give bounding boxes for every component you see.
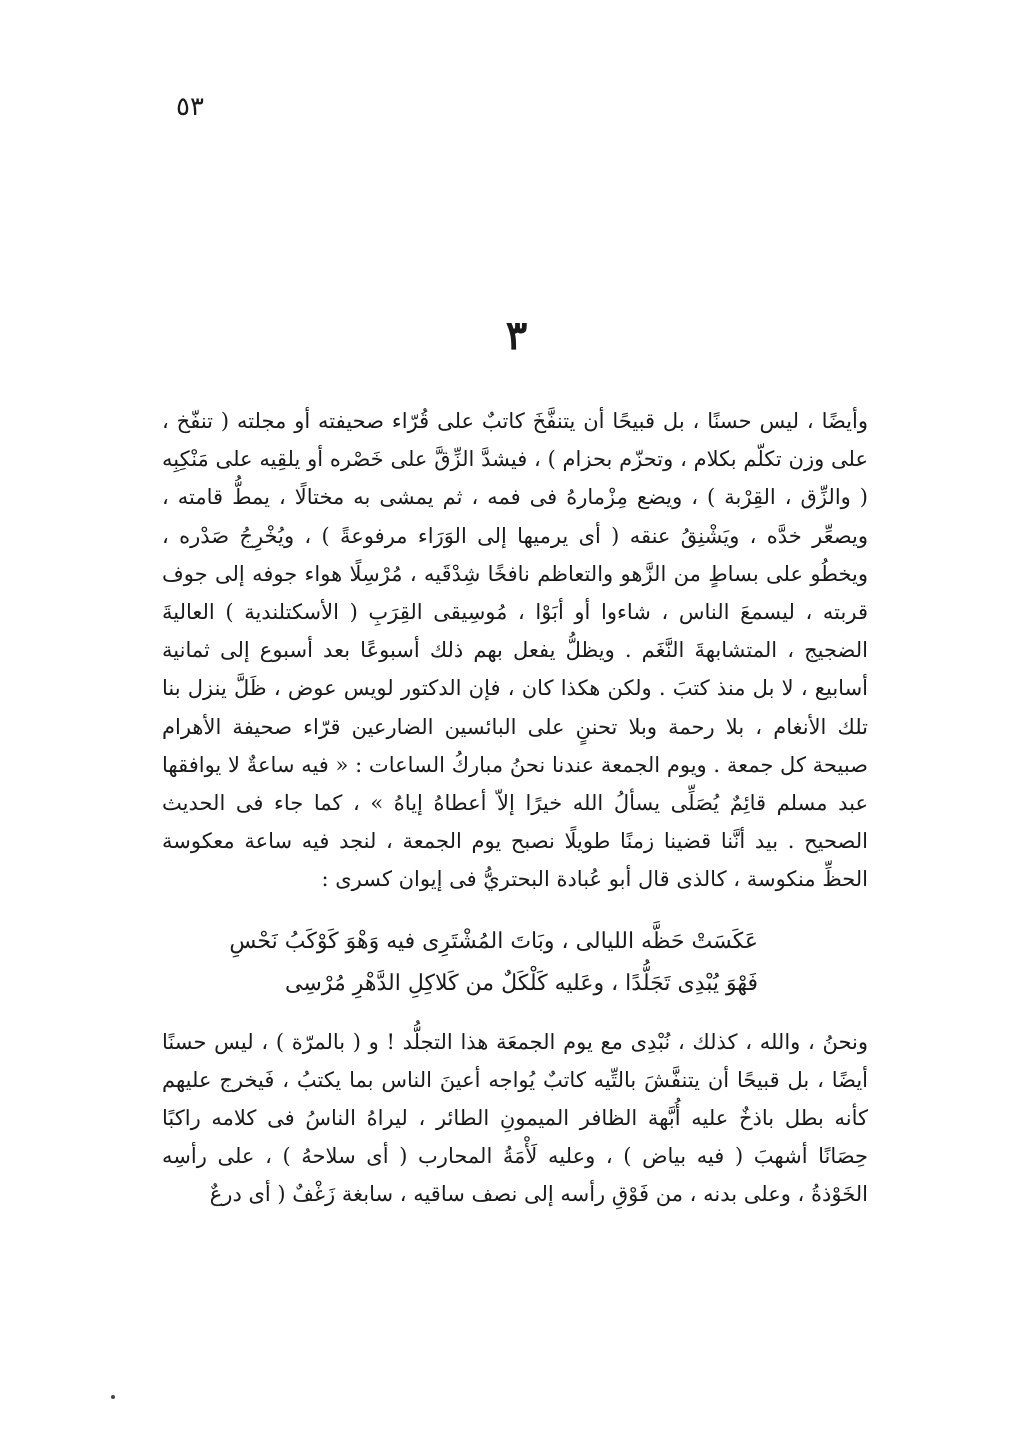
chapter-number: ٣: [505, 312, 528, 359]
poetry-verses: [162, 921, 868, 1005]
page-number: ٥٣: [176, 92, 204, 122]
paragraph-2: ونحنُ ، والله ، كذلك ، نُبْدِى مع يوم الجمعَة هذا التجلُّد ! و ( بالمرّة ) ، ليس حسنًا أيضًا ، بل قبيحًا أن يتنفَّشَ بالتِّيه كاتبٌ يُواجه أعينَ الناس بما يكتبُ ، فَيخرج عليهم كأنه بطل باذخٌ عليه أُبَّهة الظافر الميمونِ الطائر ، ليراهُ الناسُ فى كلامه راكبًا حِصَانًا أشهبَ ( فيه بياض ) ، وعليه لَأْمَةُ المحارب ( أى سلاحهُ ) ، على رأسِه الخَوْذةُ ، وعلى بدنه ، من فَوْقِ رأسه إلى نصف ساقيه ، سابغة زَغْفٌ ( أى درعٌ: [162, 1029, 868, 1207]
paragraph-1: وأيضًا ، ليس حسنًا ، بل قبيحًا أن يتنفَّخَ كاتبٌ على قُرّاء صحيفته أو مجلته ( تنفّخ ، على وزن تكلّم بكلام ، وتحزّم بحزام ) ، فيشدَّ الزِّقَّ على خَصْره أو يلقِيه على مَنْكِبِه ( والزِّق ، القِرْبة ) ، ويضع مِزْمارهُ فى فمه ، ثم يمشى به مختالًا ، يمطُّ قامته ، ويصعِّر خدَّه ، ويَشْنِقُ عنقه ( أى يرميها إلى الوَرَاء مرفوعةً ) ، ويُخْرِجُ صَدْره ، ويخطُو على بساطٍ من الزَّهو والتعاظم نافخًا شِدْقَيه ، مُرْسِلًا هواء جوفه إلى جوف قربته ، ليسمعَ الناس ، شاءوا أو أبَوْا ، مُوسِيقى القِرَبِ ( الأسكتلندية ) العاليةَ الضجيج ، المتشابهةَ النَّغَم . ويظلُّ يفعل بهم ذلك أسبوعًا بعد أسبوع إلى ثمانية أسابيع ، لا بل منذ كتبَ . ولكن هكذا كان ، فإن الدكتور لويس عوض ، ظَلَّ ينزل بنا تلك الأنغام ، بلا رحمة وبلا تحننٍ على البائسين الضارعين قرّاء صحيفة الأهرام صبيحة كل جمعة . ويوم الجمعة عندنا نحنُ مباركُ الساعات : « فيه ساعةٌ لا يوافقها عبد مسلم قائِمٌ يُصَلِّى يسألُ الله خيرًا إلاّ أعطاهُ إياهُ » ، كما جاء فى الحديث الصحيح . بيد أنَّنا قضينا زمنًا طويلًا نصبح يوم الجمعة ، لنجد فيه ساعة معكوسة الحظِّ منكوسة ، كالذى قال أبو عُبادة البحتريُّ فى إيوان كسرى :: [162, 409, 868, 892]
verse-line-2: فَهْوَ يُبْدِى تَجَلُّدًا ، وعَليه كَلْكَلٌ من كَلاكِلِ الدَّهْرِ مُرْسِى: [285, 970, 758, 996]
body-text: [162, 402, 868, 1214]
verse-line-1: عَكَسَتْ حَظَّه الليالى ، وبَاتَ المُشْتَرِى فيه وَهْوَ كَوْكَبُ نَحْسِ: [229, 928, 758, 954]
margin-dot: [111, 1395, 115, 1399]
